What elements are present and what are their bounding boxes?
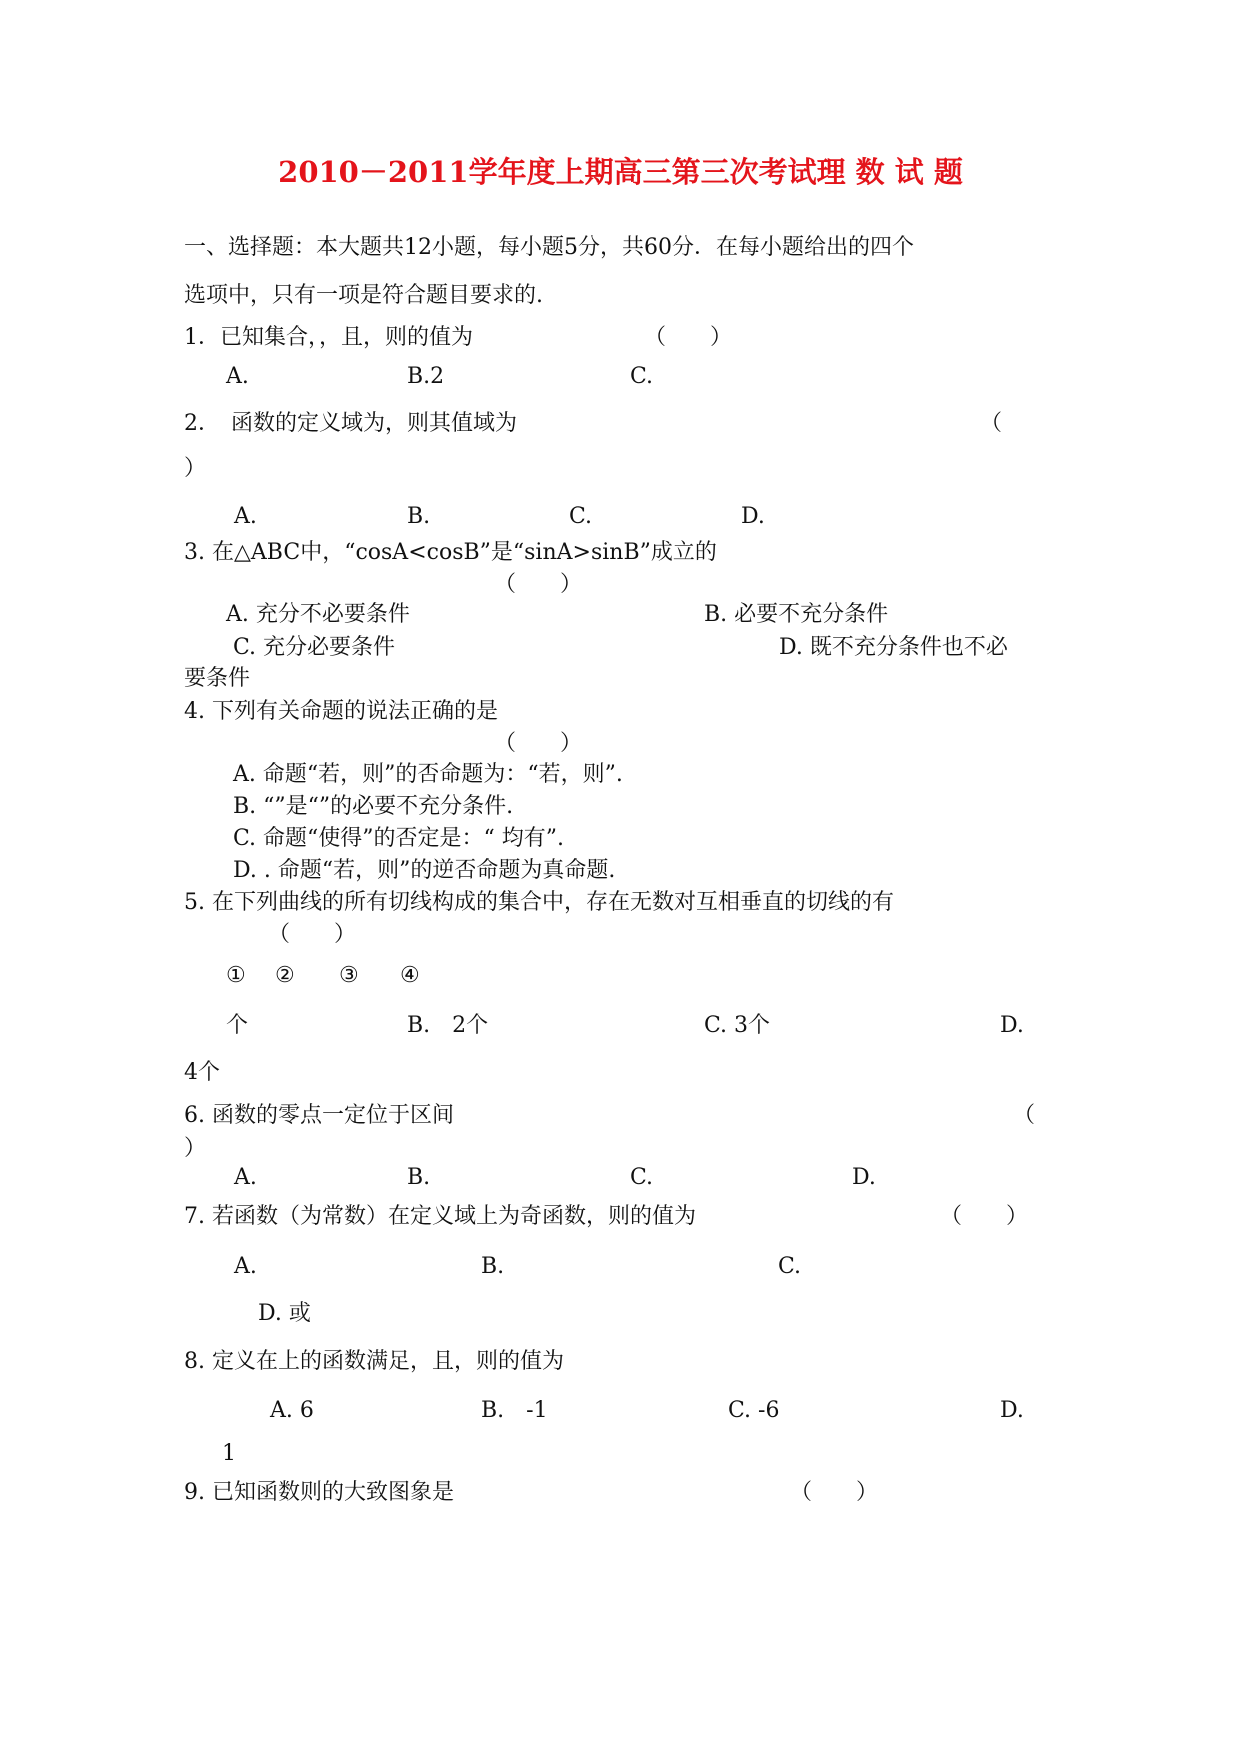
q8-option-d-cont: 1 (222, 1441, 236, 1466)
q2-answer-blank-close: ） (184, 456, 207, 481)
q6-option-b: B. (407, 1165, 431, 1190)
q5-option-d: D. (1000, 1013, 1024, 1038)
q7-option-c: C. (778, 1254, 802, 1279)
q1-stem: 1．已知集合，，且，则的值为 (184, 325, 473, 350)
q5-item-1: ① (226, 963, 246, 988)
q5-item-2: ② (275, 963, 295, 988)
q3-answer-blank: （ ） (494, 572, 583, 597)
q5-option-d-cont: 4个 (184, 1060, 220, 1085)
q4-answer-blank: （ ） (494, 731, 583, 756)
q5-item-4: ④ (400, 963, 420, 988)
q5-option-a: 个 (226, 1013, 249, 1038)
q6-option-c: C. (630, 1165, 654, 1190)
q6-answer-blank-open: （ (1013, 1103, 1036, 1128)
q5-option-c: C. 3个 (704, 1013, 771, 1038)
q6-stem: 6. 函数的零点一定位于区间 (184, 1103, 454, 1128)
q8-option-c: C. -6 (728, 1398, 780, 1423)
q1-option-b: B.2 (407, 364, 445, 389)
q6-answer-blank-close: ） (184, 1136, 207, 1161)
q1-answer-blank: （ ） (644, 325, 733, 350)
q6-option-a: A. (234, 1165, 257, 1190)
q7-option-a: A. (234, 1254, 257, 1279)
q4-option-d: D. . 命题“若，则”的逆否命题为真命题. (233, 858, 616, 883)
q5-option-b: B. 2个 (407, 1013, 489, 1038)
q7-stem: 7. 若函数（为常数）在定义域上为奇函数，则的值为 (184, 1204, 696, 1229)
q3-option-c: C. 充分必要条件 (233, 635, 396, 660)
q9-answer-blank: （ ） (790, 1480, 879, 1505)
q3-stem: 3. 在△ABC中，“cosA<cosB”是“sinA>sinB”成立的 (184, 540, 717, 565)
q3-option-b: B. 必要不充分条件 (704, 602, 889, 627)
q2-option-a: A. (234, 504, 257, 529)
q1-option-c: C. (630, 364, 654, 389)
q7-answer-blank: （ ） (940, 1204, 1029, 1229)
q1-option-a: A. (226, 364, 249, 389)
page-title: 2010－2011学年度上期高三第三次考试理 数 试 题 (278, 155, 963, 189)
q4-option-a: A. 命题“若，则”的否命题为：“若，则”. (233, 762, 623, 787)
q6-option-d: D. (852, 1165, 876, 1190)
q2-option-c: C. (569, 504, 593, 529)
q2-option-d: D. (741, 504, 765, 529)
q8-option-a: A. 6 (270, 1398, 314, 1423)
q3-option-a: A. 充分不必要条件 (226, 602, 410, 627)
q8-option-b: B. -1 (481, 1398, 548, 1423)
q4-option-b: B. “”是“”的必要不充分条件. (233, 794, 514, 819)
q8-option-d: D. (1000, 1398, 1024, 1423)
q3-option-d: D. 既不充分条件也不必 (779, 635, 1008, 660)
q2-answer-blank-open: （ (980, 411, 1003, 436)
section-heading: 一、选择题：本大题共12小题，每小题5分，共60分．在每小题给出的四个 (184, 235, 914, 260)
section-heading-cont: 选项中，只有一项是符合题目要求的. (184, 283, 543, 308)
q9-stem: 9. 已知函数则的大致图象是 (184, 1480, 454, 1505)
q5-stem: 5. 在下列曲线的所有切线构成的集合中，存在无数对互相垂直的切线的有 (184, 890, 894, 915)
q4-stem: 4. 下列有关命题的说法正确的是 (184, 699, 498, 724)
q2-option-b: B. (407, 504, 431, 529)
q2-stem: 2． 函数的定义域为，则其值域为 (184, 411, 517, 436)
q3-option-d-cont: 要条件 (184, 666, 251, 691)
q4-option-c: C. 命题“使得”的否定是：“ 均有”. (233, 826, 565, 851)
q7-option-b: B. (481, 1254, 505, 1279)
q5-item-3: ③ (339, 963, 359, 988)
q8-stem: 8. 定义在上的函数满足，且，则的值为 (184, 1349, 564, 1374)
q5-answer-blank: （ ） (268, 922, 357, 947)
q7-option-d: D. 或 (258, 1301, 311, 1326)
